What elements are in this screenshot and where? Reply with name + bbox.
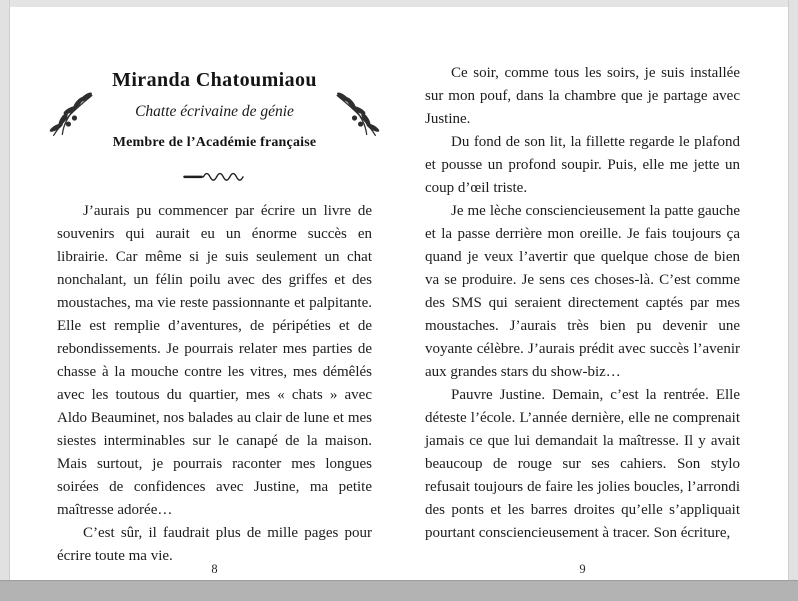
chapter-header — [57, 69, 372, 151]
paragraph: C’est sûr, il faudrait plus de mille pages pour écrire toute ma vie. — [57, 525, 372, 564]
frame-left-edge — [0, 0, 10, 601]
right-page-content — [425, 7, 740, 580]
olive-branch-right-icon — [332, 89, 384, 147]
page-number-left: 8 — [211, 562, 218, 576]
left-page — [10, 7, 399, 580]
paragraph: Je me lèche consciencieusement la patte gauche et la passe derrière mon oreille. Je fais toujours ça quand je veux l’avertir que quelque chose de bien va se produire. Je sens ces choses-là. C’est comme des SMS qui seraient directement captés par mes moustaches. J’aurais très bien pu devenir une voyante célèbre. J’aurais prédit avec succès l’avenir aux grandes stars du show-biz… — [425, 203, 740, 380]
paragraph: Pauvre Justine. Demain, c’est la rentrée. Elle déteste l’école. L’année dernière, elle ne comprenait jamais ce que lui demandait la maîtresse. Il y avait beaucoup de rouge sur ses cahiers. Son stylo refusait toujours de faire les jolies boucles, l’arrondi des ponts et les barres droites qu’elle s’appliquait pourtant consciencieusement à tracer. Son écriture, — [425, 387, 740, 541]
chapter-title: Miranda Chatoumiaou — [112, 69, 317, 91]
frame-top-edge — [0, 0, 798, 7]
frame-right-edge — [788, 0, 798, 601]
frame-bottom-edge — [0, 580, 798, 601]
paragraph: Ce soir, comme tous les soirs, je suis installée sur mon pouf, dans la chambre que je partage avec Justine. — [425, 65, 740, 127]
left-page-content — [57, 7, 372, 580]
paragraph: Du fond de son lit, la fillette regarde le plafond et pousse un profond soupir. Puis, elle me jette un coup d’œil triste. — [425, 134, 740, 196]
chapter-affiliation: Membre de l’Académie française — [112, 135, 317, 150]
right-page — [399, 7, 788, 580]
chapter-subtitle: Chatte écrivaine de génie — [135, 103, 294, 120]
paragraph: J’aurais pu commencer par écrire un livre de souvenirs qui aurait eu un énorme succès en librairie. Car même si je suis seulement un chat nonchalant, un félin poilu avec des griffes et des moustaches, ma vie reste passionnante et palpitante. Elle est remplie d’aventures, de péripéties et de rebondissements. Je pourrais relater mes parties de chasse à la mouche contre les vitres, mes démêlés avec les toutous du quartier, mes « chats » avec Aldo Beauminet, nos balades au clair de lune et mes siestes interminables sur le canapé de la maison. Mais surtout, je pourrais raconter mes longues soirées de confidences avec Justine, ma petite maîtresse adorée… — [57, 203, 372, 518]
page-number-right: 9 — [579, 562, 586, 576]
olive-branch-left-icon — [45, 89, 97, 147]
ornament-squiggle-icon — [57, 167, 372, 185]
